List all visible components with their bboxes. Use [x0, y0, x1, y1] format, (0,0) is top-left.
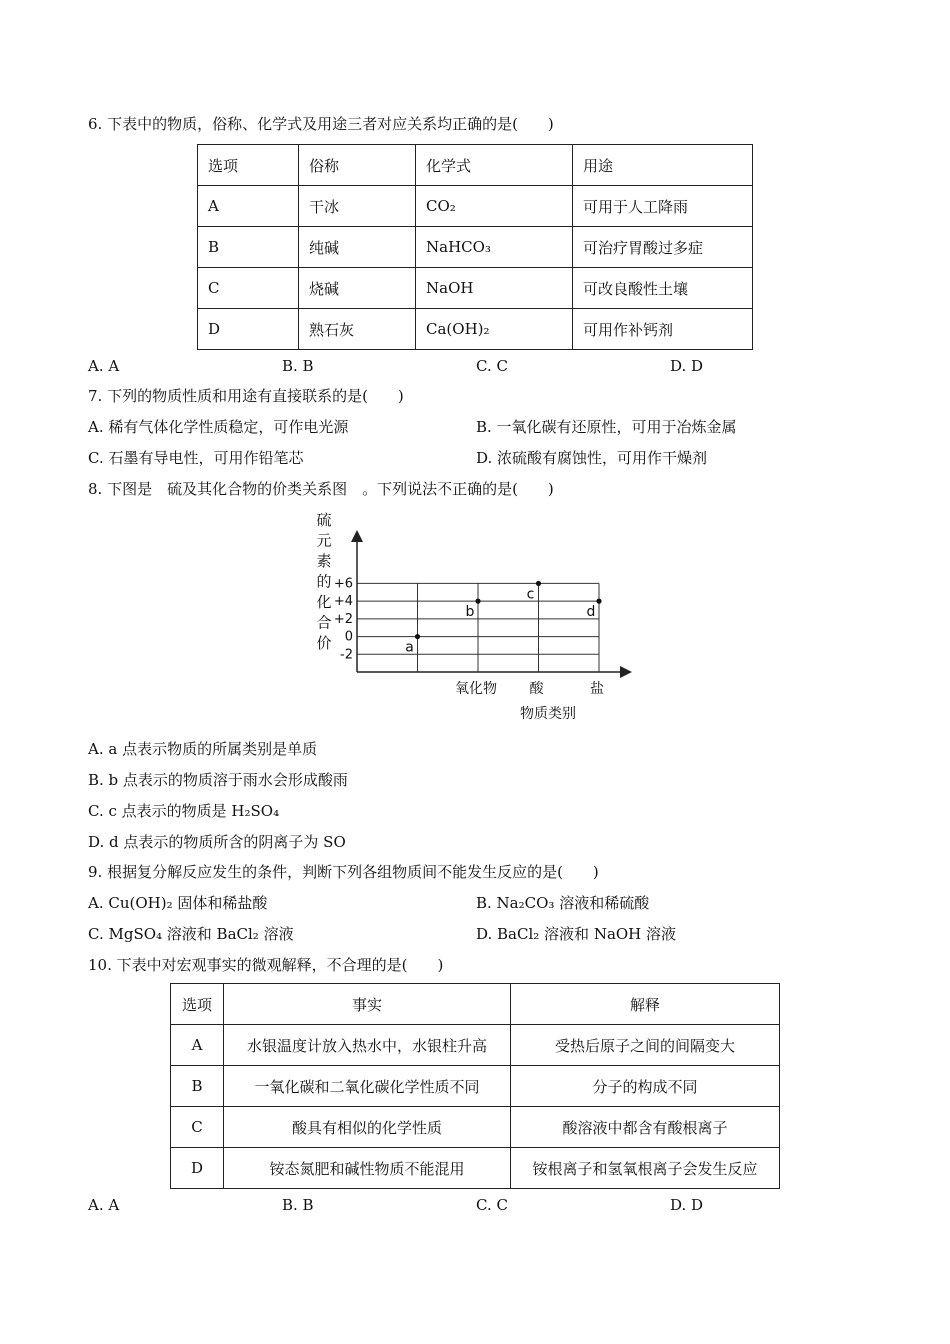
y-axis-label-char: 合 — [316, 613, 332, 632]
q8-option-c[interactable]: C. c 点表示的物质是 H₂SO₄ — [88, 802, 280, 820]
data-point-a — [415, 634, 420, 639]
y-axis-label-char: 硫 — [316, 511, 332, 529]
y-axis-label-char: 素 — [316, 552, 332, 570]
q8-option-b[interactable]: B. b 点表示的物质溶于雨水会形成酸雨 — [88, 771, 348, 789]
q8-option-a[interactable]: A. a 点表示物质的所属类别是单质 — [88, 740, 318, 758]
table-cell: B — [198, 227, 299, 268]
table-cell: 酸溶液中都含有酸根离子 — [511, 1107, 780, 1148]
y-axis-label — [316, 511, 331, 652]
data-points — [405, 581, 601, 656]
y-tick-label: -2 — [340, 647, 353, 663]
table-cell: 可治疗胃酸过多症 — [573, 227, 753, 268]
table-header-cell: 俗称 — [299, 145, 416, 186]
x-axis-label: 物质类别 — [520, 706, 576, 722]
data-point-d — [596, 599, 601, 604]
q6-stem: 6. 下表中的物质，俗称、化学式及用途三者对应关系均正确的是( ) — [88, 115, 554, 133]
x-tick-label: 氧化物 — [455, 681, 497, 697]
y-axis-label-char: 元 — [316, 531, 332, 550]
data-label-c: c — [526, 586, 535, 603]
data-label-a: a — [405, 639, 414, 656]
q9-option-a[interactable]: A. Cu(OH)₂ 固体和稀盐酸 — [88, 894, 268, 912]
table-row — [171, 1066, 780, 1107]
table-cell: 可用于人工降雨 — [573, 186, 753, 227]
table-header-cell: 事实 — [224, 984, 511, 1025]
y-tick-label: +4 — [333, 594, 353, 610]
table-cell: C — [171, 1107, 224, 1148]
table-cell: CO₂ — [416, 186, 573, 227]
table-row — [171, 1148, 780, 1189]
table-header-row — [171, 984, 780, 1025]
q6-option-b[interactable]: B. B — [282, 357, 314, 375]
table-row — [171, 1025, 780, 1066]
table-cell: 烧碱 — [299, 268, 416, 309]
table-cell: NaOH — [416, 268, 573, 309]
q9-option-d[interactable]: D. BaCl₂ 溶液和 NaOH 溶液 — [476, 925, 677, 943]
q7-option-b[interactable]: B. 一氧化碳有还原性，可用于冶炼金属 — [476, 418, 737, 436]
x-tick-labels — [455, 680, 604, 697]
table-header-cell: 解释 — [511, 984, 780, 1025]
y-axis-label-char: 的 — [316, 572, 332, 591]
q9-stem: 9. 根据复分解反应发生的条件，判断下列各组物质间不能发生反应的是( ) — [88, 863, 599, 881]
q7-option-d[interactable]: D. 浓硫酸有腐蚀性，可用作干燥剂 — [476, 449, 708, 467]
table-row — [198, 227, 753, 268]
data-point-b — [475, 599, 480, 604]
table-cell: 熟石灰 — [299, 309, 416, 350]
y-tick-label: +2 — [333, 611, 353, 627]
table-row — [198, 268, 753, 309]
q10-option-c[interactable]: C. C — [476, 1196, 508, 1214]
y-tick-label: +6 — [333, 576, 353, 592]
q8-option-d[interactable]: D. d 点表示的物质所含的阴离子为 SO — [88, 833, 346, 851]
table-cell: Ca(OH)₂ — [416, 309, 573, 350]
chart-grid — [357, 583, 599, 672]
table-cell: 干冰 — [299, 186, 416, 227]
table-cell: 受热后原子之间的间隔变大 — [511, 1025, 780, 1066]
table-cell: 分子的构成不同 — [511, 1066, 780, 1107]
y-axis-label-char: 价 — [316, 634, 332, 652]
x-tick-label: 酸 — [529, 681, 544, 697]
data-label-d: d — [586, 604, 596, 621]
q10-option-d[interactable]: D. D — [670, 1196, 704, 1214]
data-point-c — [536, 581, 541, 586]
table-cell: 水银温度计放入热水中，水银柱升高 — [224, 1025, 511, 1066]
table-header-cell: 用途 — [573, 145, 753, 186]
table-cell: D — [198, 309, 299, 350]
table-cell: A — [198, 186, 299, 227]
q6-option-d[interactable]: D. D — [670, 357, 704, 375]
q7-option-a[interactable]: A. 稀有气体化学性质稳定，可作电光源 — [88, 418, 349, 436]
table-cell: 酸具有相似的化学性质 — [224, 1107, 511, 1148]
q10-option-a[interactable]: A. A — [88, 1196, 120, 1214]
q8-stem: 8. 下图是 硫及其化合物的价类关系图 。下列说法不正确的是( ) — [88, 480, 554, 498]
y-axis-label-char: 化 — [316, 593, 332, 611]
table-cell: A — [171, 1025, 224, 1066]
q6-option-c[interactable]: C. C — [476, 357, 508, 375]
table-row — [171, 1107, 780, 1148]
table-cell: 铵态氮肥和碱性物质不能混用 — [224, 1148, 511, 1189]
q10-stem: 10. 下表中对宏观事实的微观解释，不合理的是( ) — [88, 956, 444, 974]
y-tick-labels — [334, 576, 353, 662]
y-tick-label: 0 — [344, 629, 353, 645]
table-cell: C — [198, 268, 299, 309]
valence-class-chart — [300, 505, 640, 727]
table-cell: D — [171, 1148, 224, 1189]
q10-table — [170, 983, 780, 1189]
table-cell: 可改良酸性土壤 — [573, 268, 753, 309]
table-cell: B — [171, 1066, 224, 1107]
table-row — [198, 309, 753, 350]
table-header-cell: 选项 — [171, 984, 224, 1025]
data-label-b: b — [465, 604, 475, 621]
q9-option-b[interactable]: B. Na₂CO₃ 溶液和稀硫酸 — [476, 894, 650, 912]
q10-option-b[interactable]: B. B — [282, 1196, 314, 1214]
table-row — [198, 186, 753, 227]
table-cell: 纯碱 — [299, 227, 416, 268]
table-cell: 可用作补钙剂 — [573, 309, 753, 350]
q6-option-a[interactable]: A. A — [88, 357, 120, 375]
x-tick-label: 盐 — [590, 681, 604, 697]
q6-table — [197, 144, 753, 350]
q7-option-c[interactable]: C. 石墨有导电性，可用作铅笔芯 — [88, 449, 304, 467]
table-header-cell: 化学式 — [416, 145, 573, 186]
table-cell: NaHCO₃ — [416, 227, 573, 268]
table-header-row — [198, 145, 753, 186]
table-header-cell: 选项 — [198, 145, 299, 186]
table-cell: 铵根离子和氢氧根离子会发生反应 — [511, 1148, 780, 1189]
q9-option-c[interactable]: C. MgSO₄ 溶液和 BaCl₂ 溶液 — [88, 925, 294, 943]
q7-stem: 7. 下列的物质性质和用途有直接联系的是( ) — [88, 387, 404, 405]
table-cell: 一氧化碳和二氧化碳化学性质不同 — [224, 1066, 511, 1107]
